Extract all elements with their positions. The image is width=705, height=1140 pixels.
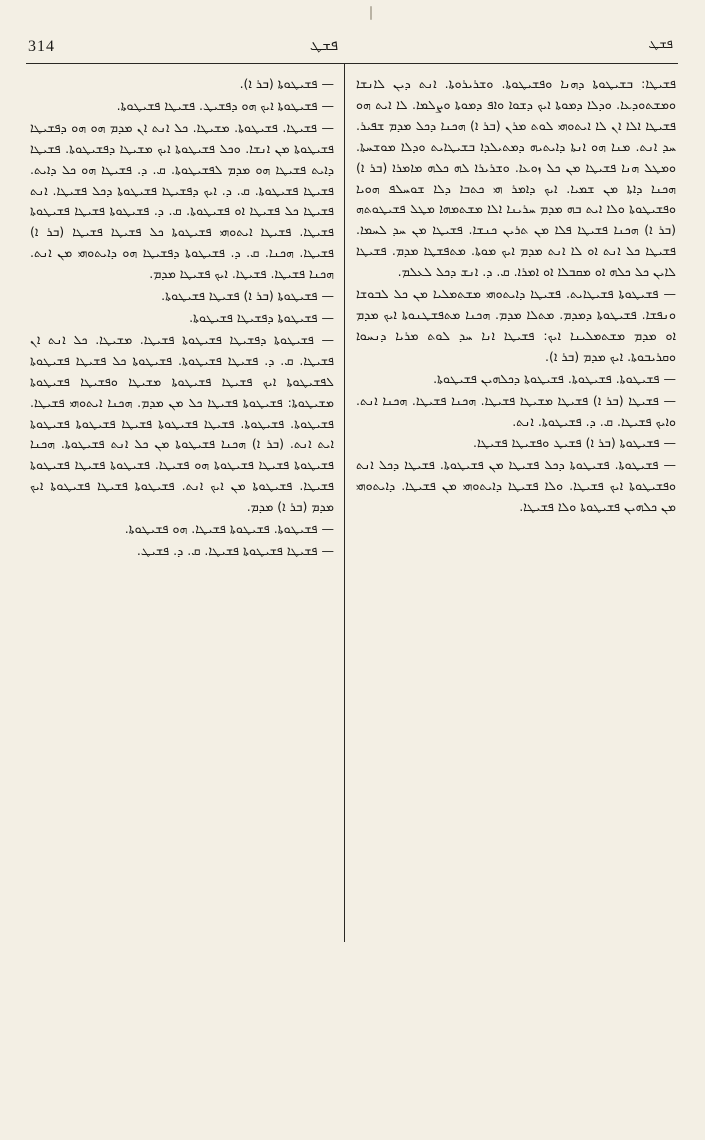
dictionary-entry: — ܦܫܝܛܘܬܐ ܐܝܟ ܗܘ ܕܦܫܝܛ. ܦܫܝܛܐ ܦܫܝܛܘܬܐ. <box>116 97 334 113</box>
page-number: 314 <box>28 38 55 55</box>
header-rule <box>26 63 678 64</box>
dictionary-entry: — ܦܫܝܛܘܬܐ. ܦܫܝܛܘܬܐ ܕܟܠ ܦܫܝܛܐ ܡܢ ܦܫܝܛܘܬܐ. ܦܫܝܛܐ ܕܟܠ ܐܢܬ ܘܦܫܝܛܘܬܐ ܐܝܟ ܦܫܝܛܐ. ܘܠܐ ܦܫܝܛܐ ܕܐܝܬܘܗܝ ܡܢ ܦܫܝܛܐ. ܕܐܝܬܘܗܝ ܡܢ ܟܠܗܝܢ ܦܫܝܛܘܬܐ ܘܠܐ ܦܫܝܛܐ. <box>356 457 676 515</box>
running-head: ܦܫܛ <box>309 36 339 54</box>
left-column <box>30 74 334 562</box>
dictionary-entry: — ܦܫܝܛܘܬܐ ܦܫܝܛܐܝܬ. ܦܫܝܛܐ ܕܐܝܬܘܗܝ ܡܫܬܡܠܝܐ ܡܢ ܟܠ ܠܒܘܫܐ ܘܢܦܫܐ. ܦܫܝܛܘܬܐ ܕܡܕܡ. ܡܬܠܐ ܡܕܡ. ܗܟܢܐ ܡܬܦܫܛܢܘܬܐ ܐܝܟ ܡܕܡ ܐܘ ܡܕܡ ܡܫܬܡܠܝܢܐ ܐܝܟ: ܦܫܝܛܐ ܐܢܐ ܚܕ ܠܘܬ ܡܪܝܐ ܕܢܚܘܐ ܘܩܪܝܒܘܬܐ. ܐܝܟ ܡܕܡ (ܒܪ ܐ). <box>356 286 676 364</box>
dictionary-entry: — ܦܫܝܛܘܬܐ (ܒܪ ܐ) ܦܫܝܛ ܘܦܫܝܛܐ ܦܫܝܛܐ. <box>473 435 676 451</box>
scan-mark <box>370 6 372 20</box>
dictionary-entry: — ܦܫܝܛܘܬܐ ܕܦܫܝܛܐ ܦܫܝܛܘܬܐ. <box>189 309 334 325</box>
dictionary-entry: — ܦܫܝܛܐ ܦܫܝܛܘܬܐ ܦܫܝܛܐ. ܩ. ܕ. ܦܫܝܛ. <box>136 542 334 558</box>
dictionary-entry: — ܦܫܝܛܘܬܐ (ܒܪ ܐ) ܦܫܝܛܐ ܦܫܝܛܘܬܐ. <box>161 288 334 304</box>
right-column <box>356 74 676 518</box>
dictionary-entry: — ܦܫܝܛܐ (ܒܪ ܐ) ܦܫܝܛܐ ܡܫܝܛܐ ܦܫܝܛܐ. ܗܟܢܐ ܦܫܝܛܐ. ܗܟܢܐ ܐܢܬ. ܘܐܝܟ ܦܫܝܛܐ. ܩ. ܕ. ܦܫܝܛܘܬܐ. ܐܢܬ. <box>356 392 676 429</box>
dictionary-entry: — ܦܫܝܛܘܬܐ. ܦܫܝܛܘܬܐ. ܦܫܝܛܘܬܐ ܕܟܠܗܝܢ ܦܫܝܛܘܬܐ. <box>433 370 676 386</box>
dictionary-entry: — ܦܫܝܛܘܬܐ. ܦܫܝܛܘܬܐ ܦܫܝܛܐ. ܗܘ ܦܫܝܛܘܬܐ. <box>124 521 334 537</box>
dictionary-entry: — ܦܫܝܛܘܬܐ (ܒܪ ܐ). <box>239 76 334 91</box>
dictionary-entry: — ܦܫܝܛܘܬܐ ܕܦܫܝܛܐ ܦܫܝܛܘܬܐ ܦܫܝܛܐ. ܡܫܝܛܐ. ܟܠ ܐܢܬ ܐܢ ܦܫܝܛܐ. ܩ. ܕ. ܦܫܝܛܐ ܦܫܝܛܘܬܐ. ܦܫܝܛܘܬܐ ܟܠ ܦܫܝܛܐ ܦܫܝܛܘܬܐ ܠܦܫܝܛܘܬܐ ܐܝܟ ܦܫܝܛܐ ܦܫܝܛܘܬܐ ܡܫܝܛܐ ܘܦܫܝܛܐ ܦܫܝܛܘܬܐ ܡܫܝܛܘܬܐ: ܦܫܝܛܘܬܐ ܦܫܝܛܐ ܟܠ ܡܢ ܡܕܡ. ܗܟܢܐ ܐܝܬܘܗܝ ܦܫܝܛܐ. ܦܫܝܛܘܬܐ. ܦܫܝܛܘܬܐ. ܦܫܝܛܐ ܦܫܝܛܘܬܐ ܦܫܝܛܐ ܦܫܝܛܘܬܐ ܦܫܝܛܘܬܐ ܐܝܬ ܐܢܬ. (ܒܪ ܐ) ܗܟܢܐ ܦܫܝܛܘܬܐ ܡܢ ܟܠ ܐܢܬ ܦܫܝܛܘܬܐ. ܗܟܢܐ ܦܫܝܛܘܬܐ ܦܫܝܛܐ ܦܫܝܛܘܬܐ ܗܘ ܦܫܝܛܐ. ܦܫܝܛܘܬܐ ܦܫܝܛܐ ܦܫܝܛܘܬܐ ܦܫܝܛܐ. ܦܫܝܛܘܬܐ ܡܢ ܐܝܟ ܐܢܬ. ܦܫܝܛܘܬܐ ܦܫܝܛܐ ܦܫܝܛܘܬܐ ܐܝܟ ܡܕܡ (ܒܪ ܐ) ܡܕܡ. <box>30 331 334 515</box>
dictionary-entry: ܦܫܝܛܐ: ܒܫܝܛܘܬܐ ܕܗܢܐ ܘܦܫܝܛܘܬܐ. ܘܫܪܝܪܘܬܐ. ܐܢܬ ܕܝܢ ܠܐܢܫܐ ܘܡܫܬܘܕܥܐ. ܘܕܠܐ ܕܡܘܬܐ ܐܝܟ ܕܫܘܐ ܘܐܦ ܕܡܘܬܐ ܘܨܠܡܐ. ܠܐ ܐܝܬ ܗܘ ܦܫܝܛܐ ܐܠܐ ܐܢ ܠܐ ܐܝܬܘܗܝ ܠܘܬ ܡܪܢ (ܒܪ ܐ) ܗܟܢܐ ܕܟܠ ܡܕܡ ܫܦܝܪ. ܚܕ ܐܢܬ. ܡܢܐ ܗܘ ܐܢܬܐ ܕܐܝܬܝܗ ܕܡܬܝܠܕܐ ܒܫܝܛܐܝܬ ܘܕܠܐ ܡܘܫܚܬܐ. ܘܡܛܠ ܗܢܐ ܦܫܝܛܐ ܡܢ ܟܠ ܙܘܥܐ. ܘܫܪܝܪܐ ܠܗ ܟܠܗ ܡܐܡܪܐ (ܒܪ ܐ) ܗܟܢܐ ܕܐܬܐ ܡܢ ܫܡܝܐ. ܐܝܟ ܕܐܡܪ ܗܝ ܟܬܒܐ ܕܠܐ ܫܘܚܠܦ ܗܘܝܐ ܘܦܫܝܛܘܬܐ ܘܠܐ ܐܝܬ ܒܗ ܡܕܡ ܚܪܝܢܐ ܐܠܐ ܡܫܬܡܗܐ ܡܛܠ ܦܫܝܛܘܬܗ (ܒܪ ܐ) ܗܟܢܐ ܦܫܝܛܐ ܦܠܐ ܡܢ ܬܪܝܢ ܟܢܫܐ. ܦܫܝܛܐ ܡܢ ܚܕ ܠܚܡܐ. ܦܫܝܛܐ ܟܠ ܐܢܬ ܐܘ ܠܐ ܐܢܬ ܡܕܡ ܐܝܟ ܡܘܬܐ. ܡܬܦܫܛܐ ܡܕܡ. ܦܫܝܛܐ ܠܐܝܢ ܟܠ ܟܠܗ ܐܘ ܡܩܒܠܐ ܐܘ ܐܡܪܐ. ܩ. ܕ. ܐܢܫ ܕܟܠ ܠܥܠܡ. <box>356 76 676 280</box>
catchword: ܦܫܛ <box>648 37 673 52</box>
column-divider <box>344 64 345 942</box>
dictionary-entry: — ܦܫܝܛܐ. ܦܫܝܛܘܬܐ. ܡܫܝܛܐ. ܟܠ ܐܢܬ ܐܢ ܡܕܡ ܗܘ ܗܘ ܕܦܫܝܛܐ ܦܫܝܛܘܬܐ ܡܢ ܐܢܫܐ. ܘܟܠ ܦܫܝܛܘܬܐ ܐܝܟ ܡܫܝܛܐ ܕܦܫܝܛܘܬܐ. ܦܫܝܛܐ ܕܐܝܬ ܦܫܝܛܐ ܗܘ ܡܕܡ ܠܦܫܝܛܘܬܐ. ܩ. ܕ. ܦܫܝܛܐ ܗܘ ܟܠ ܕܐܝܬ. ܦܫܝܛܐ ܦܫܝܛܘܬܐ. ܩ. ܕ. ܐܝܟ ܕܦܫܝܛܐ ܦܫܝܛܘܬܐ ܕܟܠ ܦܫܝܛܐ. ܐܢܬ ܦܫܝܛܐ ܟܠ ܦܫܝܛܐ ܐܘ ܦܫܝܛܘܬܐ. ܩ. ܕ. ܦܫܝܛܘܬܐ ܦܫܝܛܐ ܦܫܝܛܘܬܐ ܦܫܝܛܐ. ܦܫܝܛܐ ܐܝܬܘܗܝ ܦܫܝܛܘܬܐ ܟܠ ܦܫܝܛܐ ܦܫܝܛܐ (ܒܪ ܐ) ܦܫܝܛܐ. ܗܟܢܐ. ܩ. ܕ. ܦܫܝܛܘܬܐ ܕܦܫܝܛܐ ܗܘ ܕܐܝܬܘܗܝ ܡܢ ܐܢܬ. ܗܟܢܐ ܦܫܝܛܐ. ܦܫܝܛܐ. ܐܝܟ ܦܫܝܛܐ ܡܕܡ. <box>30 119 334 282</box>
